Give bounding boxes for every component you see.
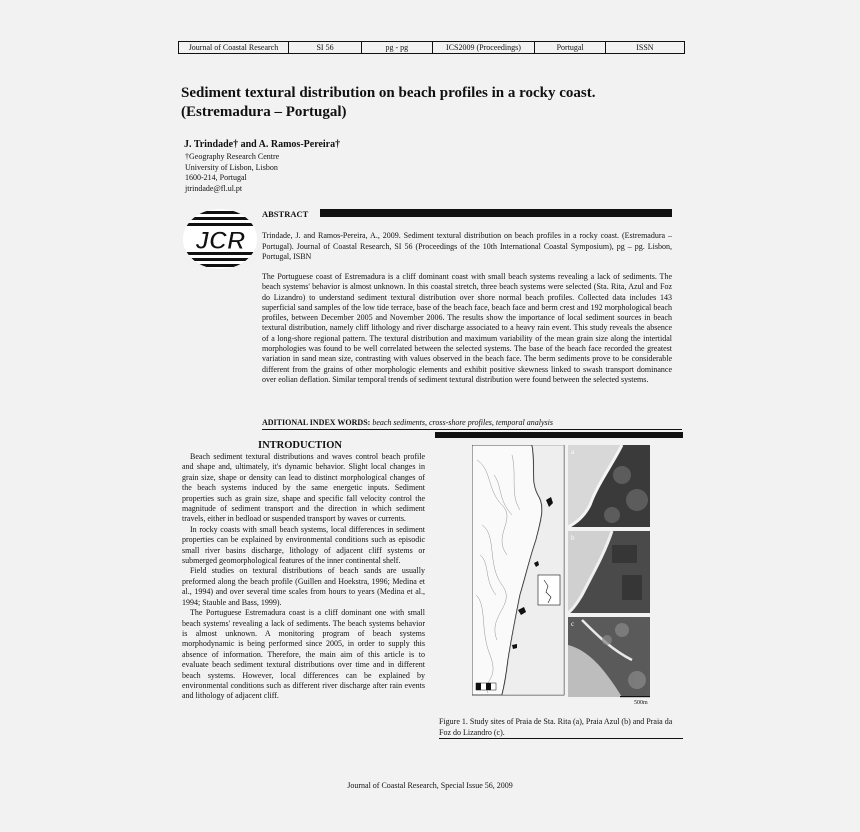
affiliation-line: University of Lisbon, Lisbon — [185, 162, 278, 172]
header-table — [178, 41, 685, 54]
citation: Trindade, J. and Ramos-Pereira, A., 2009. Sediment textural distribution on beach profiles in a rocky coast. (Estremadura – Portugal). Journal of Coastal Research, SI 56 (Proceedings of the 10th International Coastal Symposium), pg – pg. Lisbon, Portugal, ISBN — [262, 231, 672, 261]
header-country: Portugal — [535, 42, 605, 53]
intro-paragraph: Field studies on textural distributions of beach sands are usually preformed along the beach profile (Guillen and Hoekstra, 1996; Medina et al., 1994) and over several time scales from hours to years (Medina et al., 1994; Stauble and Bass, 1999). — [182, 566, 425, 607]
header-proceedings: ICS2009 (Proceedings) — [433, 42, 536, 53]
affiliation — [185, 152, 279, 194]
paper-title — [181, 84, 681, 122]
scale-bar-label: 500m — [634, 700, 648, 705]
caption-rule — [439, 738, 683, 739]
jcr-logo — [182, 208, 258, 270]
aerial-photo-c — [568, 617, 650, 697]
keywords-label: ADITIONAL INDEX WORDS: — [262, 418, 371, 427]
affiliation-line: 1600-214, Portugal — [185, 173, 247, 182]
aerial-photo-a — [568, 445, 650, 527]
title-line-1: Sediment textural distribution on beach profiles in a rocky coast. — [181, 85, 596, 101]
affiliation-line: †Geography Research Centre — [185, 152, 280, 161]
study-sites-figure — [472, 445, 652, 705]
page-footer: Journal of Coastal Research, Special Issue 56, 2009 — [347, 781, 513, 790]
logo-lettering: JCR — [194, 227, 246, 255]
intro-text — [182, 452, 425, 702]
authors: J. Trindade† and A. Ramos-Pereira† — [184, 139, 341, 150]
abstract-bar — [320, 209, 672, 217]
figure-caption: Figure 1. Study sites of Praia de Sta. Rita (a), Praia Azul (b) and Praia da Foz do Lizandro (c). — [439, 717, 673, 737]
intro-paragraph: The Portuguese Estremadura coast is a cliff dominant one with small beach systems' revealing a lack of sediments. The beach systems behavior is almost unknown. A monitoring program of beach systems morphodynamic is being performed since 2005, in order to supply this absence of information. Therefore, the main aim of this article is to evaluate beach sediment textural distributions over time and in different beach systems. However, local differences can be explained by environmental conditions such as different river discharge after rain events and lithology of adjacent cliff. — [182, 608, 425, 701]
keywords-rule — [262, 429, 682, 430]
intro-paragraph: Beach sediment textural distributions and waves control beach profile and shape and, ultimately, it's dynamic behavior. Slight local changes in grain size, shape or density can lead to distinct morphological changes of the beach systems induced by the same energetic inputs. Sediment properties such as grain size, shape and specific fall velocity control the magnitude of sediment transport and the direction in which sediment travels, either in bedload or suspended transport by waves or currents. — [182, 452, 425, 524]
abstract-label: ABSTRACT — [262, 209, 309, 219]
header-journal: Journal of Coastal Research — [179, 42, 289, 53]
aerial-photo-b — [568, 531, 650, 613]
abstract-text: The Portuguese coast of Estremadura is a cliff dominant coast with small beach systems revealing a lack of sediments. The beach systems' behavior is almost unknown. In this coastal stretch, three beach systems were selected (Sta. Rita, Azul and Foz do Lizandro) to understand sediment textural distribution over shore normal beach profiles. Collected data includes 143 superficial sand samples of the low tide terrace, base of the beach face, beach face and berm crest and 192 morphological beach profiles, between December 2005 and November 2006. The results show the importance of local sediment sources in beach textural distribution, namely cliff lithology and river discharge associated to a heavy rain event. This study reveals the absence of a long-shore regional pattern. The textural distribution and maximum variability of the mean grain size along the intertidal morphologies was found to be well correlated between the selected systems. The base of the beach face recorded the greatest variation in sand mean size, contrasting with values observed in the beach face. The berm sediments prove to be considerable different from the grains of other morphologic elements and exhibit positive skewness linked to swash transport dominance over eolian deflation. Similar temporal trends of sediment textural distribution were found between the selected systems. — [262, 272, 672, 384]
header-pages: pg - pg — [362, 42, 432, 53]
section-bar — [435, 432, 683, 438]
keywords — [262, 418, 682, 427]
photo-label-c: c — [571, 620, 575, 628]
keywords-list: beach sediments, cross-shore profiles, temporal analysis — [372, 418, 553, 427]
coastline-map — [472, 445, 564, 695]
header-issn: ISSN — [636, 43, 654, 52]
photo-label-a: a — [571, 448, 575, 456]
photo-label-b: b — [571, 534, 575, 542]
title-line-2: (Estremadura – Portugal) — [181, 104, 347, 120]
intro-heading: INTRODUCTION — [258, 440, 343, 451]
header-issue: SI 56 — [289, 42, 362, 53]
author-email: jtrindade@fl.ul.pt — [185, 183, 243, 193]
intro-paragraph: In rocky coasts with small beach systems, local differences in sediment properties can be explained by environmental conditions such as episodic small river basins discharge, lithology of adjacent cliff systems or submerged geomorphological features of the inner continental shelf. — [182, 524, 425, 566]
